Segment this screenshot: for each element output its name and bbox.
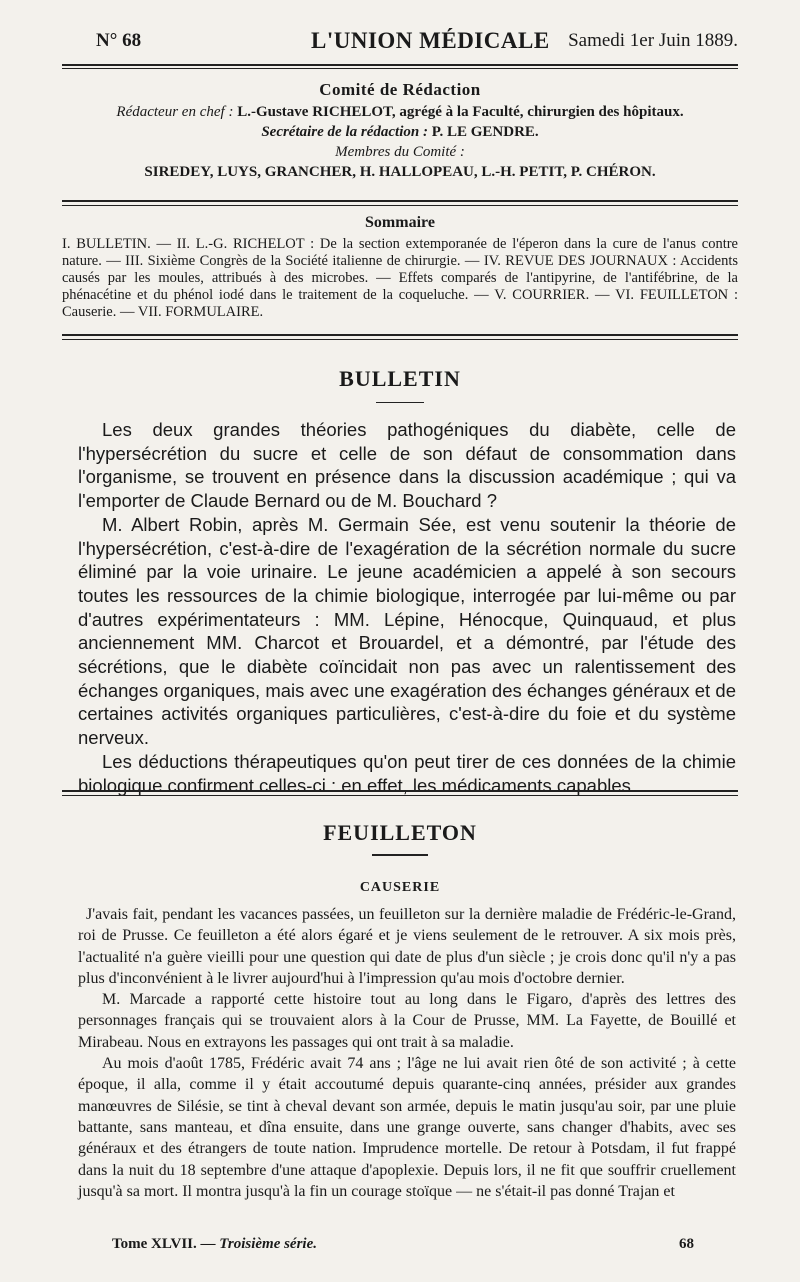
page-number: 68 <box>679 1236 694 1252</box>
bulletin-paragraph: Les déductions thérapeutiques qu'on peut tirer de ces données de la chimie biologique confirment celles-ci : en effet, les médicaments capables <box>78 750 736 796</box>
sommaire-text: I. BULLETIN. — II. L.-G. RICHELOT : De la section extemporanée de l'éperon dans la cure de l'anus contre nature. — III. Sixième Congrès de la Société italienne de chirurgie. — IV. REVUE DES JOURNAUX : Accidents causés par les moules, attribués à des microbes. — Effets comparés de l'antipyrine, de l'antifébrine, de la phénacétine et du phénol iodé dans le traitement de la coqueluche. — V. COURRIER. — VI. FEUILLETON : Causerie. — VII. FORMULAIRE. <box>62 236 738 320</box>
committee-members: SIREDEY, LUYS, GRANCHER, H. HALLOPEAU, L.-H. PETIT, P. CHÉRON. <box>144 164 656 180</box>
issue-number: N° 68 <box>96 30 142 51</box>
feuilleton-title-rule <box>372 854 428 856</box>
committee-rule <box>62 200 738 202</box>
table-of-contents <box>62 214 738 321</box>
committee-rule-thin <box>62 205 738 206</box>
bulletin-title: BULLETIN <box>339 366 461 391</box>
page-footer <box>112 1236 694 1258</box>
sommaire-rule <box>62 334 738 336</box>
bulletin-paragraph: M. Albert Robin, après M. Germain Sée, est venu soutenir la théorie de l'hypersécrétion, c'est-à-dire de l'exagération de la sécrétion normale du sucre éliminé par la voie urinaire. Le jeune académicien a appelé à son secours toutes les ressources de la chimie biologique, interrogée par lui-même ou par d'autres expérimentateurs : MM. Lépine, Hénocque, Quinquaud, et plus anciennement MM. Charcot et Brouardel, et a démontré, par l'étude des sécrétions, que le diabète coïncidait non pas avec un ralentissement des échanges organiques, mais avec une exagération des échanges généraux et de certaines activités organiques particulières, c'est-à-dire du foie et du système nerveux. <box>78 513 736 749</box>
bulletin-title-rule <box>376 402 424 403</box>
committee-title: Comité de Rédaction <box>319 80 481 99</box>
feuilleton-paragraph: M. Marcade a rapporté cette histoire tout au long dans le Figaro, d'après des lettres des personnages français qui se trouvaient alors à la Cour de Prusse, MM. La Fayette, de Bouillé et Mirabeau. Nous en extrayons les passages qui ont trait à sa maladie. <box>78 991 736 1051</box>
header-rule-thin <box>62 68 738 69</box>
chief-editor-name: L.-Gustave RICHELOT, agrégé à la Faculté, chirurgien des hôpitaux. <box>237 104 684 120</box>
issue-date: Samedi 1er Juin 1889. <box>568 30 738 51</box>
secretary-label: Secrétaire de la rédaction : <box>261 124 428 140</box>
secretary-line <box>62 122 738 142</box>
journal-title: L'UNION MÉDICALE <box>311 28 550 53</box>
feuilleton-separator-thin <box>62 795 738 796</box>
feuilleton-body <box>78 904 736 1202</box>
tome-number: Tome XLVII. — <box>112 1236 216 1252</box>
page-header <box>96 26 738 60</box>
members-label: Membres du Comité : <box>335 144 465 160</box>
feuilleton-separator <box>62 790 738 792</box>
header-rule <box>62 64 738 66</box>
sommaire-rule-thin <box>62 339 738 340</box>
editorial-committee <box>62 80 738 182</box>
chief-editor-label: Rédacteur en chef : <box>116 104 234 120</box>
feuilleton-paragraph: J'avais fait, pendant les vacances passées, un feuilleton sur la dernière maladie de Frédéric-le-Grand, roi de Prusse. Ce feuilleton a été alors égaré et je viens seulement de le retrouver. A six mois près, l'actualité n'a guère vieilli pour une question qui date de plus d'un siècle ; je crois donc qu'il n'y a pas plus d'inconvénient à le livrer aujourd'hui à l'impression qu'au mois d'octobre dernier. <box>78 906 736 987</box>
bulletin-body <box>78 418 736 797</box>
bulletin-paragraph: Les deux grandes théories pathogéniques du diabète, celle de l'hypersécrétion du sucre et celle de son défaut de consommation dans l'organisme, se trouvent en présence dans la discussion académique ; qui va l'emporter de Claude Bernard ou de M. Bouchard ? <box>78 419 736 512</box>
series-label: Troisième série. <box>219 1236 318 1252</box>
feuilleton-title: FEUILLETON <box>323 820 477 845</box>
causerie-subtitle: CAUSERIE <box>359 880 441 895</box>
secretary-name: P. LE GENDRE. <box>431 124 539 140</box>
chief-editor-line <box>62 102 738 122</box>
feuilleton-paragraph: Au mois d'août 1785, Frédéric avait 74 ans ; l'âge ne lui avait rien ôté de son activité ; à cette époque, il alla, comme il y était accoutumé depuis quarante-cinq années, présider aux grandes manœuvres de Silésie, se tint à cheval devant son armée, depuis le matin jusqu'au soir, par une pluie battante, sans manteau, et dîna ensuite, dans une grange ouverte, sans changer d'habits, avec ses généraux et des étrangers de toute nation. Imprudence mortelle. De retour à Potsdam, il fut frappé dans la nuit du 18 septembre d'une attaque d'apoplexie. Depuis lors, il ne fit que souffrir cruellement jusqu'à sa mort. Il montra jusqu'à la fin un courage stoïque — ne s'était-il pas donné Trajan et <box>78 1055 736 1200</box>
sommaire-title: Sommaire <box>365 214 435 231</box>
tome-label <box>112 1236 317 1253</box>
